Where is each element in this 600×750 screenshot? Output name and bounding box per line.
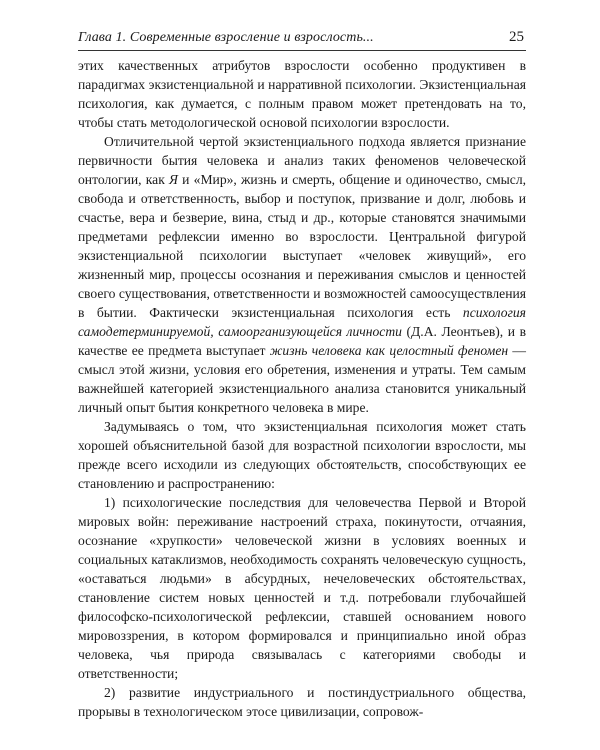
text-run: и «Мир», жизнь и смерть, общение и одиночество, смысл, свобода и ответственность, выбор и поступок, призвание и долг, любовь и счастье, вера и безверие, вина, стыд и др., которые становятся значимыми предметами рефлексии именно во взрослости. Центральной фигурой экзистенциальной психологии выступает «человек живущий», его жизненный мир, процессы осознания и переживания смыслов и ценностей своего существования, ответственности и возможностей самоосуществления в бытии. Фактически экзистенциальная психология есть [78,172,527,320]
paragraph [78,132,526,417]
paragraph [78,417,526,493]
page-header [78,28,526,51]
italic-text-run: жизнь человека как целостный феномен [269,343,509,358]
text-run: — смысл этой жизни, условия его обретения, изменения и утраты. Тем самым важнейшей категорией экзистенциального анализа становится уникальный личный опыт бытия конкретного человека в мире. [78,343,526,415]
italic-text-run: Я [169,172,178,187]
paragraph [78,683,526,721]
text-run: 1) психологические последствия для человечества Первой и Второй мировых войн: переживание настроений страха, покинутости, отчаяния, осознание «хрупкости» человеческой жизни в условиях военных и социальных катаклизмов, необходимость сохранять человеческую сущность, «оставаться людьми» в абсурдных, нечеловеческих обстоятельствах, становление систем новых ценностей и т.д. потребовали глубочайшей философско-психологической рефлексии, ставшей основанием нового мировоззрения, в котором формировался и принципиально иной образ человека, чья природа связывалась с категориями свободы и ответственности; [78,495,526,681]
paragraph [78,493,526,683]
text-run: 2) развитие индустриального и постиндустриального общества, прорывы в технологическом этосе цивилизации, сопровож- [78,685,526,719]
running-head: Глава 1. Современные взросление и взрослость... [78,30,374,45]
text-run: этих качественных атрибутов взрослости особенно продуктивен в парадигмах экзистенциальной и нарративной психологии. Экзистенциальная психология, как думается, с полным правом может претендовать на то, чтобы стать методологической основой психологии взрослости. [78,58,526,130]
paragraph [78,56,526,132]
text-run: Отличительной чертой экзистенциального подхода является признание первичности бытия человека и анализ таких феноменов человеческой онтологии, как [78,134,526,187]
page-number: 25 [509,29,524,45]
text-run: Задумываясь о том, что экзистенциальная психология может стать хорошей объяснительной базой для возрастной психологии взрослости, мы прежде всего исходили из следующих обстоятельств, способствующих ее становлению и распространению: [78,419,526,491]
text-run: (Д.А. Леонтьев), и в качестве ее предмета выступает [78,324,526,358]
body-text [78,56,526,721]
italic-text-run: психология самодетерминируемой, самоорганизующейся личности [78,305,526,339]
